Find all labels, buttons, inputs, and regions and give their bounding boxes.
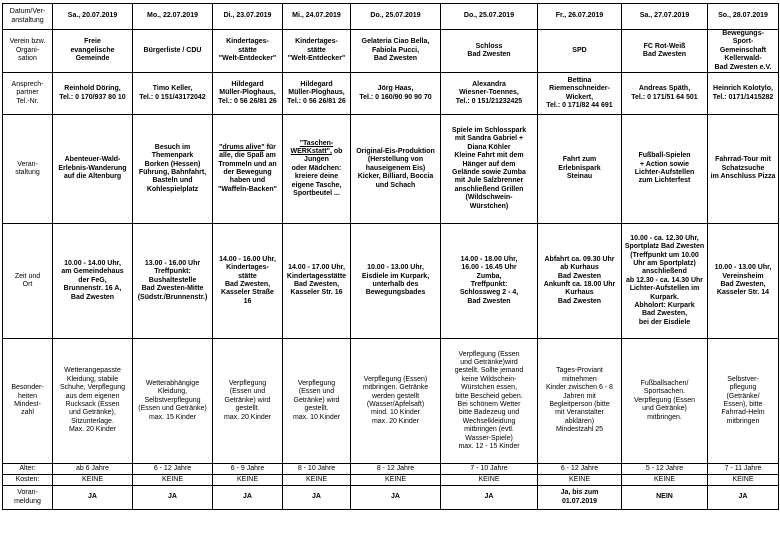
cell-verein-2: Kindertages- stätte "Welt-Entdecker" — [213, 30, 283, 73]
cell-besonder-6: Tages-Proviant mitnehmen Kinder zwischen 6 - 8 Jahren mit Begleitperson (bitte mit Veranstalter abklären) Mindestzahl 25 — [538, 339, 622, 464]
cell-zeit-5: 14.00 - 18.00 Uhr, 16.00 - 16.45 Uhr Zumba, Treffpunkt: Schlossweg 2 - 4, Bad Zwesten — [441, 224, 538, 339]
cell-ansprech-5: Alexandra Wiesner-Toennes, Tel.: 0 151/21232425 — [441, 73, 538, 115]
row-voranmeldung — [3, 486, 779, 510]
row-label-verein: Verein bzw. Organi- sation — [3, 30, 53, 73]
cell-ansprech-2: Hildegard Müller-Ploghaus, Tel.: 0 56 26/81 26 — [213, 73, 283, 115]
cell-kosten-0: KEINE — [53, 475, 133, 486]
table-body — [3, 4, 779, 510]
cell-kosten-1: KEINE — [133, 475, 213, 486]
cell-voranmeldung-3: JA — [283, 486, 351, 510]
row-label-date: Datum/Ver- anstaltung — [3, 4, 53, 30]
cell-verein-3: Kindertages- stätte "Welt-Entdecker" — [283, 30, 351, 73]
cell-voranmeldung-2: JA — [213, 486, 283, 510]
row-label-voranmeldung: Voran- meldung — [3, 486, 53, 510]
row-label-kosten: Kosten: — [3, 475, 53, 486]
cell-alter-0: ab 6 Jahre — [53, 464, 133, 475]
cell-alter-5: 7 - 10 Jahre — [441, 464, 538, 475]
cell-voranmeldung-5: JA — [441, 486, 538, 510]
cell-voranmeldung-8: JA — [708, 486, 779, 510]
cell-verein-4: Gelateria Ciao Bella, Fabiola Pucci, Bad Zwesten — [351, 30, 441, 73]
row-verein — [3, 30, 779, 73]
event-title-link: "drums alive" — [219, 143, 265, 151]
cell-verein-7: FC Rot-Weiß Bad Zwesten — [622, 30, 708, 73]
cell-veranstaltung-8: Fahrrad-Tour mit Schatzsuche im Anschluss Pizza — [708, 115, 779, 224]
cell-voranmeldung-0: JA — [53, 486, 133, 510]
cell-alter-8: 7 - 11 Jahre — [708, 464, 779, 475]
cell-zeit-0: 10.00 - 14.00 Uhr, am Gemeindehaus der FeG, Brunnenstr. 16 A, Bad Zwesten — [53, 224, 133, 339]
cell-zeit-3: 14.00 - 17.00 Uhr, Kindertagesstätte Bad Zwesten, Kasseler Str. 16 — [283, 224, 351, 339]
cell-voranmeldung-1: JA — [133, 486, 213, 510]
row-zeit — [3, 224, 779, 339]
cell-veranstaltung-5: Spiele im Schlosspark mit Sandra Gabriel + Diana Köhler Kleine Fahrt mit dem Hänger auf dem Gelände sowie Zumba mit Jule Salzbrenner anschließend Grillen (Wildschwein- Würstchen) — [441, 115, 538, 224]
cell-besonder-4: Verpflegung (Essen) mitbringen. Getränke werden gestellt (Wasser/Apfelsaft) mind. 10 Kinder max. 20 Kinder — [351, 339, 441, 464]
cell-voranmeldung-4: JA — [351, 486, 441, 510]
cell-zeit-7: 10.00 - ca. 12.30 Uhr, Sportplatz Bad Zwesten (Treffpunkt um 10.00 Uhr am Sportplatz) anschließend ab 12.30 - ca. 14.30 Uhr Lichter-Aufstellen im Kurpark. Abholort: Kurpark Bad Zwesten, bei der Eisdiele — [622, 224, 708, 339]
cell-veranstaltung-4: Original-Eis-Produktion (Herstellung von hauseigenem Eis) Kicker, Billiard, Boccia und Schach — [351, 115, 441, 224]
event-title-link: "Taschen- WERKstatt", — [290, 139, 334, 156]
cell-kosten-2: KEINE — [213, 475, 283, 486]
cell-veranstaltung-3 — [283, 115, 351, 224]
row-besonder — [3, 339, 779, 464]
cell-kosten-8: KEINE — [708, 475, 779, 486]
row-label-besonder: Besonder- heiten Mindest- zahl — [3, 339, 53, 464]
row-ansprech — [3, 73, 779, 115]
cell-ansprech-4: Jörg Haas, Tel.: 0 160/90 90 90 70 — [351, 73, 441, 115]
row-kosten — [3, 475, 779, 486]
cell-ansprech-3: Hildegard Müller-Ploghaus, Tel.: 0 56 26/81 26 — [283, 73, 351, 115]
cell-zeit-4: 10.00 - 13.00 Uhr, Eisdiele im Kurpark, unterhalb des Bewegungsbades — [351, 224, 441, 339]
cell-alter-2: 6 - 9 Jahre — [213, 464, 283, 475]
cell-zeit-6: Abfahrt ca. 09.30 Uhr ab Kurhaus Bad Zwesten Ankunft ca. 18.00 Uhr Kurhaus Bad Zwesten — [538, 224, 622, 339]
cell-alter-1: 6 - 12 Jahre — [133, 464, 213, 475]
cell-date-4: Do., 25.07.2019 — [351, 4, 441, 30]
row-label-zeit: Zeit und Ort — [3, 224, 53, 339]
cell-zeit-8: 10.00 - 13.00 Uhr, Vereinsheim Bad Zwesten, Kasseler Str. 14 — [708, 224, 779, 339]
cell-ansprech-7: Andreas Späth, Tel.: 0 171/51 64 501 — [622, 73, 708, 115]
cell-besonder-7: Fußballsachen/ Sportsachen. Verpflegung (Essen und Getränke) mitbringen. — [622, 339, 708, 464]
cell-alter-4: 8 - 12 Jahre — [351, 464, 441, 475]
cell-kosten-3: KEINE — [283, 475, 351, 486]
row-veranstaltung — [3, 115, 779, 224]
cell-besonder-3: Verpflegung (Essen und Getränke) wird gestellt. max. 10 Kinder — [283, 339, 351, 464]
cell-alter-7: 5 - 12 Jahre — [622, 464, 708, 475]
event-description: für alle, die Spaß am Trommeln und an der Bewegung haben und "Waffeln-Backen" — [218, 143, 277, 193]
cell-alter-6: 6 - 12 Jahre — [538, 464, 622, 475]
cell-besonder-1: Wetterabhängige Kleidung, Selbstverpflegung (Essen und Getränke) max. 15 Kinder — [133, 339, 213, 464]
cell-voranmeldung-7: NEIN — [622, 486, 708, 510]
row-label-ansprech: Ansprech- partner Tel.-Nr. — [3, 73, 53, 115]
cell-besonder-8: Selbstver- pflegung (Getränke/ Essen), bitte Fahrrad-Helm mitbringen — [708, 339, 779, 464]
cell-verein-0: Freie evangelische Gemeinde — [53, 30, 133, 73]
row-date — [3, 4, 779, 30]
cell-kosten-7: KEINE — [622, 475, 708, 486]
cell-besonder-2: Verpflegung (Essen und Getränke) wird gestellt. max. 20 Kinder — [213, 339, 283, 464]
cell-veranstaltung-2 — [213, 115, 283, 224]
cell-besonder-0: Wetterangepasste Kleidung, stabile Schuhe, Verpflegung aus dem eigenen Rucksack (Essen und Getränke), Sitzunterlage. Max. 20 Kinder — [53, 339, 133, 464]
cell-date-7: Sa., 27.07.2019 — [622, 4, 708, 30]
row-alter — [3, 464, 779, 475]
cell-alter-3: 8 - 10 Jahre — [283, 464, 351, 475]
cell-veranstaltung-7: Fußball-Spielen + Action sowie Lichter-Aufstellen zum Lichterfest — [622, 115, 708, 224]
cell-veranstaltung-0: Abenteuer-Wald- Erlebnis-Wanderung auf die Altenburg — [53, 115, 133, 224]
cell-veranstaltung-6: Fahrt zum Erlebnispark Steinau — [538, 115, 622, 224]
cell-besonder-5: Verpflegung (Essen und Getränke)wird gestellt. Sollte jemand keine Wildschein- Würstchen essen, bitte Bescheid geben. Bei schönem Wetter bitte Badezeug und Wechselkleidung mitbringen (evtl. Wasser-Spiele) max. 12 - 15 Kinder — [441, 339, 538, 464]
cell-zeit-1: 13.00 - 16.00 Uhr Treffpunkt: Bushaltestelle Bad Zwesten-Mitte (Südstr./Brunnenstr.) — [133, 224, 213, 339]
cell-date-5: Do., 25.07.2019 — [441, 4, 538, 30]
cell-verein-1: Bürgerliste / CDU — [133, 30, 213, 73]
cell-verein-8: Bewegungs- Sport-Gemeinschaft Kellerwald- Bad Zwesten e.V. — [708, 30, 779, 73]
cell-date-2: Di., 23.07.2019 — [213, 4, 283, 30]
cell-veranstaltung-1: Besuch im Themenpark Borken (Hessen) Führung, Bahnfahrt, Basteln und Kohlespielplatz — [133, 115, 213, 224]
holiday-program-table — [2, 3, 779, 510]
cell-date-0: Sa., 20.07.2019 — [53, 4, 133, 30]
cell-ansprech-6: Bettina Riemenschneider- Wickert, Tel.: 0 171/82 44 691 — [538, 73, 622, 115]
cell-ansprech-1: Timo Keller, Tel.: 0 151/43172042 — [133, 73, 213, 115]
cell-verein-6: SPD — [538, 30, 622, 73]
cell-ansprech-0: Reinhold Döring, Tel.: 0 170/937 80 10 — [53, 73, 133, 115]
cell-kosten-4: KEINE — [351, 475, 441, 486]
cell-date-3: Mi., 24.07.2019 — [283, 4, 351, 30]
cell-voranmeldung-6: Ja, bis zum 01.07.2019 — [538, 486, 622, 510]
cell-date-8: So., 28.07.2019 — [708, 4, 779, 30]
event-description: ob Jungen oder Mädchen: kreiere deine eigene Tasche, Sportbeutel ... — [291, 148, 343, 198]
row-label-alter: Alter: — [3, 464, 53, 475]
row-label-veranstaltung: Veran- staltung — [3, 115, 53, 224]
cell-ansprech-8: Heinrich Kolotylo, Tel.: 0171/1415282 — [708, 73, 779, 115]
cell-date-6: Fr., 26.07.2019 — [538, 4, 622, 30]
cell-kosten-6: KEINE — [538, 475, 622, 486]
cell-zeit-2: 14.00 - 16.00 Uhr, Kindertages- stätte Bad Zwesten, Kasseler Straße 16 — [213, 224, 283, 339]
cell-date-1: Mo., 22.07.2019 — [133, 4, 213, 30]
cell-verein-5: Schloss Bad Zwesten — [441, 30, 538, 73]
cell-kosten-5: KEINE — [441, 475, 538, 486]
